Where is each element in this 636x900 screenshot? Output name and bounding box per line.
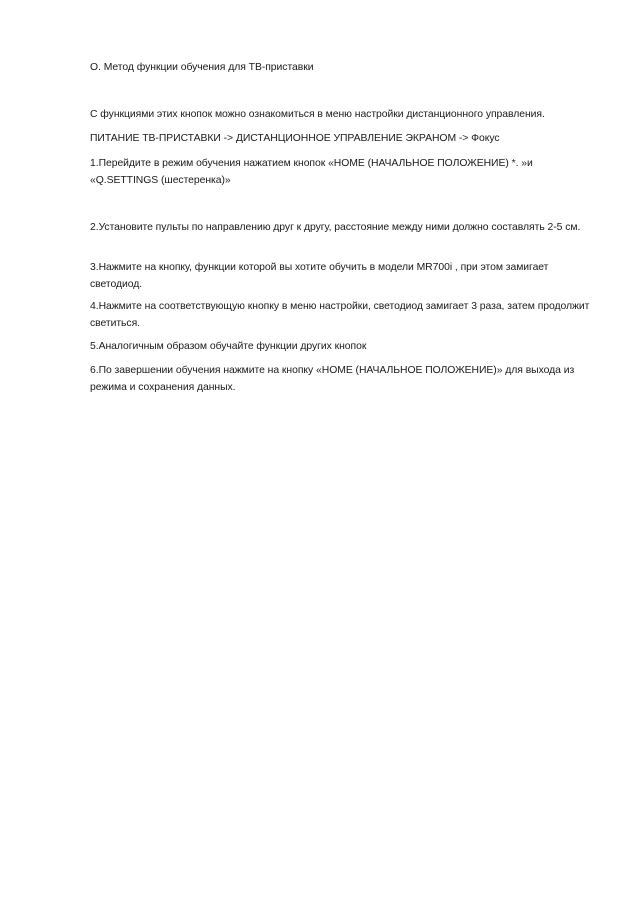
step-6: 6.По завершении обучения нажмите на кнопку «HOME (НАЧАЛЬНОЕ ПОЛОЖЕНИЕ)» для выхода из режима и сохранения данных.: [90, 365, 575, 393]
step-4: 4.Нажмите на соответствующую кнопку в меню настройки, светодиод замигает 3 раза, затем продолжит светиться.: [90, 301, 590, 329]
intro-paragraph: С функциями этих кнопок можно ознакомиться в меню настройки дистанционного управления.: [90, 109, 545, 120]
step-2: 2.Установите пульты по направлению друг к другу, расстояние между ними должно составлять 2-5 см.: [90, 222, 581, 233]
step-5: 5.Аналогичным образом обучайте функции других кнопок: [90, 341, 367, 352]
menu-path-paragraph: ПИТАНИЕ ТВ-ПРИСТАВКИ -> ДИСТАНЦИОННОЕ УПРАВЛЕНИЕ ЭКРАНОМ -> Фокус: [90, 133, 500, 144]
step-1: 1.Перейдите в режим обучения нажатием кнопок «HOME (НАЧАЛЬНОЕ ПОЛОЖЕНИЕ) *. »и «Q.SETTINGS (шестеренка)»: [90, 158, 533, 186]
document-heading: О. Метод функции обучения для ТВ-приставки: [90, 62, 314, 73]
step-3: 3.Нажмите на кнопку, функции которой вы хотите обучить в модели MR700i , при этом замигает светодиод.: [90, 262, 549, 290]
